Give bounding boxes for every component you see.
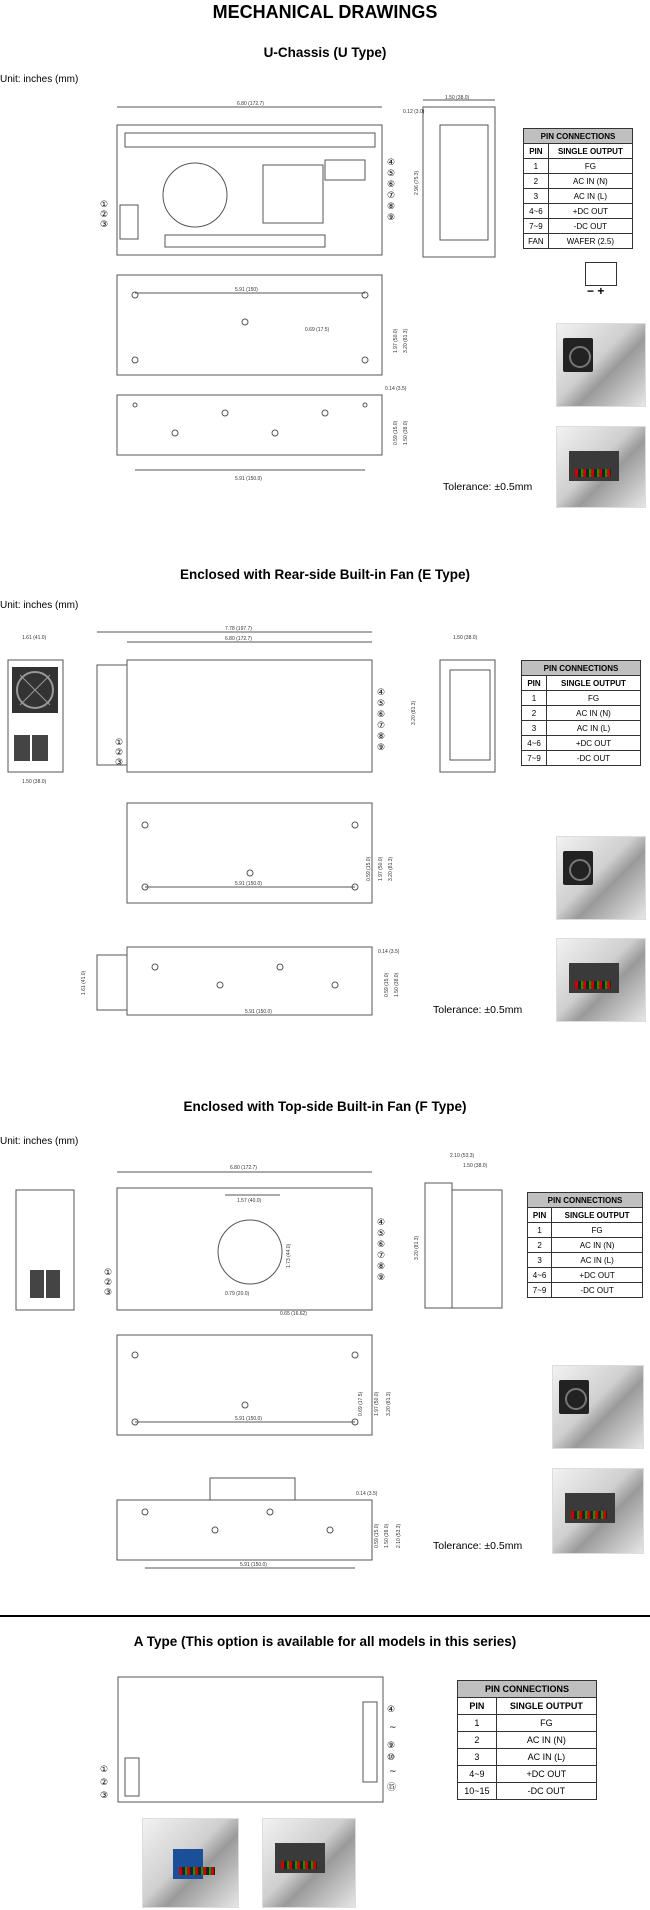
svg-text:②: ② — [115, 748, 124, 758]
table-row: 2 AC IN (N) — [522, 706, 641, 721]
table-row: 2 AC IN (N) — [458, 1732, 597, 1749]
section-heading-a: A Type (This option is available for all models in this series) — [133, 1634, 517, 1649]
svg-text:④: ④ — [377, 1218, 386, 1228]
tolerance-u: Tolerance: ±0.5mm — [443, 481, 533, 493]
svg-text:0.14 (3.5): 0.14 (3.5) — [385, 386, 407, 392]
callout-3: ③ — [100, 220, 109, 230]
svg-text:2.96 (75.3): 2.96 (75.3) — [414, 170, 420, 195]
unit-label-f: Unit: inches (mm) — [0, 1136, 79, 1147]
svg-text:2.10 (53.3): 2.10 (53.3) — [450, 1153, 475, 1159]
svg-text:④: ④ — [387, 1705, 396, 1715]
table-row: 4~9 +DC OUT — [458, 1766, 597, 1783]
svg-text:0.59 (15.0): 0.59 (15.0) — [384, 972, 390, 997]
svg-text:⑧: ⑧ — [377, 1262, 386, 1272]
table-row: 4~6 +DC OUT — [524, 204, 633, 219]
svg-text:5.91 (150.0): 5.91 (150.0) — [235, 476, 262, 482]
svg-text:⑨: ⑨ — [377, 1273, 386, 1283]
svg-text:1.50 (38.0): 1.50 (38.0) — [384, 1523, 390, 1548]
svg-text:3.20 (81.3): 3.20 (81.3) — [411, 700, 417, 725]
tolerance-f: Tolerance: ±0.5mm — [433, 1540, 523, 1552]
pin-table-a: PIN CONNECTIONS PIN SINGLE OUTPUT 1 FG 2 AC IN (N) 3 AC IN (L) 4~9 +DC OUT 10~15 -DC OUT — [457, 1680, 597, 1800]
svg-text:⑦: ⑦ — [377, 721, 386, 731]
product-photo — [556, 323, 646, 407]
svg-text:1.57 (40.0): 1.57 (40.0) — [237, 1198, 262, 1204]
svg-text:1.50 (38.0): 1.50 (38.0) — [394, 972, 400, 997]
section-heading-f: Enclosed with Top-side Built-in Fan (F Type) — [183, 1099, 467, 1114]
svg-text:0.69 (17.5): 0.69 (17.5) — [305, 327, 330, 333]
table-row: FAN WAFER (2.5) — [524, 234, 633, 249]
svg-text:①: ① — [100, 1765, 109, 1775]
svg-text:5.91 (150.0): 5.91 (150.0) — [240, 1562, 267, 1568]
svg-text:3.20 (81.3): 3.20 (81.3) — [403, 328, 409, 353]
svg-text:0.59 (15.0): 0.59 (15.0) — [393, 420, 399, 445]
svg-text:3.20 (81.3): 3.20 (81.3) — [414, 1235, 420, 1260]
svg-text:~: ~ — [389, 1767, 397, 1777]
svg-text:1.97 (50.0): 1.97 (50.0) — [374, 1391, 380, 1416]
table-row: 3 AC IN (L) — [524, 189, 633, 204]
svg-text:0.59 (15.0): 0.59 (15.0) — [374, 1523, 380, 1548]
svg-text:①: ① — [104, 1268, 113, 1278]
svg-text:②: ② — [100, 1778, 109, 1788]
svg-text:1.50 (38.0): 1.50 (38.0) — [445, 95, 470, 101]
u-type-drawings — [85, 95, 525, 510]
table-row: 7~9 -DC OUT — [528, 1283, 643, 1298]
svg-text:1.50 (38.0): 1.50 (38.0) — [463, 1163, 488, 1169]
table-row: 4~6 +DC OUT — [522, 736, 641, 751]
svg-text:1.50 (38.0): 1.50 (38.0) — [403, 420, 409, 445]
svg-text:1.50 (38.0): 1.50 (38.0) — [22, 779, 47, 785]
svg-text:5.91 (150): 5.91 (150) — [235, 287, 258, 293]
callout-4: ④ — [387, 158, 396, 168]
svg-text:5.91 (150.0): 5.91 (150.0) — [235, 1416, 262, 1422]
table-row: 1 FG — [458, 1715, 597, 1732]
table-row: 7~9 -DC OUT — [522, 751, 641, 766]
table-row: 7~9 -DC OUT — [524, 219, 633, 234]
f-type-drawings — [0, 1150, 525, 1580]
svg-text:~: ~ — [389, 1723, 397, 1733]
callout-7: ⑦ — [387, 191, 396, 201]
callout-6: ⑥ — [387, 180, 396, 190]
svg-text:1.73 (44.0): 1.73 (44.0) — [286, 1243, 292, 1268]
product-photo — [556, 426, 646, 508]
product-photo — [142, 1818, 239, 1908]
pin-table-f: PIN CONNECTIONS PIN SINGLE OUTPUT 1 FG 2 AC IN (N) 3 AC IN (L) 4~6 +DC OUT 7~9 -DC OUT — [527, 1192, 643, 1298]
product-photo — [262, 1818, 356, 1908]
svg-text:0.12 (3.0): 0.12 (3.0) — [403, 109, 425, 115]
connector-polarity: − + — [587, 284, 605, 298]
pin-table-u: PIN CONNECTIONS PIN SINGLE OUTPUT 1 FG 2 AC IN (N) 3 AC IN (L) 4~6 +DC OUT 7~9 -DC OUT FAN WAFER (2.5) — [523, 128, 633, 249]
e-type-drawings — [0, 625, 523, 1030]
product-photo — [552, 1468, 644, 1554]
svg-text:7.78 (197.7): 7.78 (197.7) — [225, 626, 252, 632]
svg-text:1.97 (50.0): 1.97 (50.0) — [393, 328, 399, 353]
section-heading-e: Enclosed with Rear-side Built-in Fan (E Type) — [179, 567, 471, 582]
table-row: 10~15 -DC OUT — [458, 1783, 597, 1800]
svg-text:0.14 (3.5): 0.14 (3.5) — [378, 949, 400, 955]
unit-label-e: Unit: inches (mm) — [0, 600, 79, 611]
svg-text:1.61 (41.0): 1.61 (41.0) — [81, 970, 87, 995]
section-heading-u: U-Chassis (U Type) — [263, 45, 387, 60]
svg-text:②: ② — [104, 1278, 113, 1288]
svg-text:⑨: ⑨ — [387, 1741, 396, 1751]
table-row: 3 AC IN (L) — [528, 1253, 643, 1268]
callout-2: ② — [100, 210, 109, 220]
table-row: 3 AC IN (L) — [522, 721, 641, 736]
svg-text:⑥: ⑥ — [377, 1240, 386, 1250]
svg-text:⑧: ⑧ — [377, 732, 386, 742]
svg-text:1.61 (41.0): 1.61 (41.0) — [22, 635, 47, 641]
svg-text:③: ③ — [100, 1791, 109, 1801]
table-row: 4~6 +DC OUT — [528, 1268, 643, 1283]
svg-text:5.91 (150.0): 5.91 (150.0) — [245, 1009, 272, 1015]
table-row: 1 FG — [524, 159, 633, 174]
svg-text:③: ③ — [115, 758, 124, 768]
table-row: 2 AC IN (N) — [524, 174, 633, 189]
svg-text:3.20 (81.3): 3.20 (81.3) — [388, 856, 394, 881]
page-title: MECHANICAL DRAWINGS — [212, 2, 438, 22]
svg-text:⑤: ⑤ — [377, 699, 386, 709]
svg-text:0.59 (15.0): 0.59 (15.0) — [366, 856, 372, 881]
svg-text:0.14 (3.5): 0.14 (3.5) — [356, 1491, 378, 1497]
svg-text:⑤: ⑤ — [377, 1229, 386, 1239]
svg-text:3.20 (81.3): 3.20 (81.3) — [386, 1391, 392, 1416]
svg-text:⑨: ⑨ — [377, 743, 386, 753]
svg-text:⑩: ⑩ — [387, 1753, 396, 1763]
table-row: 1 FG — [522, 691, 641, 706]
svg-text:0.79 (20.0): 0.79 (20.0) — [225, 1291, 250, 1297]
callout-9: ⑨ — [387, 213, 396, 223]
svg-text:1.97 (50.0): 1.97 (50.0) — [378, 856, 384, 881]
callout-5: ⑤ — [387, 169, 396, 179]
svg-text:5.91 (150.0): 5.91 (150.0) — [235, 881, 262, 887]
product-photo — [556, 836, 646, 920]
table-row: 1 FG — [528, 1223, 643, 1238]
table-row: 2 AC IN (N) — [528, 1238, 643, 1253]
product-photo — [556, 938, 646, 1022]
table-row: 3 AC IN (L) — [458, 1749, 597, 1766]
section-divider — [0, 1615, 650, 1617]
unit-label-u: Unit: inches (mm) — [0, 74, 79, 85]
callout-1: ① — [100, 200, 109, 210]
tolerance-e: Tolerance: ±0.5mm — [433, 1004, 523, 1016]
svg-text:0.69 (17.5): 0.69 (17.5) — [358, 1391, 364, 1416]
svg-text:2.10 (53.3): 2.10 (53.3) — [396, 1523, 402, 1548]
svg-text:6.80 (172.7): 6.80 (172.7) — [237, 101, 264, 107]
svg-text:④: ④ — [377, 688, 386, 698]
svg-text:0.65 (16.62): 0.65 (16.62) — [280, 1311, 307, 1317]
svg-text:⑮: ⑮ — [387, 1783, 397, 1793]
svg-text:1.50 (38.0): 1.50 (38.0) — [453, 635, 478, 641]
a-type-drawing — [95, 1670, 405, 1810]
svg-text:③: ③ — [104, 1288, 113, 1298]
pin-table-e: PIN CONNECTIONS PIN SINGLE OUTPUT 1 FG 2 AC IN (N) 3 AC IN (L) 4~6 +DC OUT 7~9 -DC OUT — [521, 660, 641, 766]
svg-text:6.80 (172.7): 6.80 (172.7) — [225, 636, 252, 642]
svg-text:①: ① — [115, 738, 124, 748]
fan-connector-icon — [585, 262, 617, 286]
callout-8: ⑧ — [387, 202, 396, 212]
product-photo — [552, 1365, 644, 1449]
svg-text:⑥: ⑥ — [377, 710, 386, 720]
svg-text:6.80 (172.7): 6.80 (172.7) — [230, 1165, 257, 1171]
svg-text:⑦: ⑦ — [377, 1251, 386, 1261]
